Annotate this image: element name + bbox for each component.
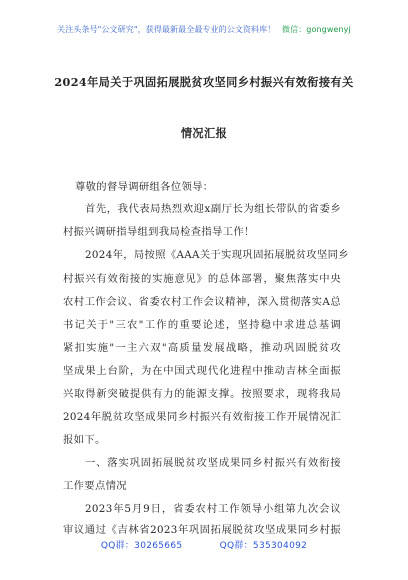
paragraph-line: 2023年5月9日，省委农村工作领导小组第九次会议	[85, 503, 341, 515]
paragraph-line: 书记关于"三农"工作的重要论述，坚持稳中求进总基调	[63, 319, 341, 331]
paragraph-line: 村振兴有效衔接的实施意见》的总体部署，聚焦落实中央	[63, 273, 341, 285]
paragraph-line: 村振兴调研指导组到我局检查指导工作！	[63, 226, 255, 238]
paragraph-line: 审议通过《吉林省2023年巩固拓展脱贫攻坚成果同乡村振	[63, 524, 341, 536]
banner-promo-text: 关注头条号"公文研究"，获得最新最全最专业的公文资料库！	[57, 25, 276, 34]
footer-contacts	[0, 538, 408, 551]
salutation: 尊敬的督导调研组各位领导：	[75, 181, 214, 193]
section-heading-line: 一、落实巩固拓展脱贫攻坚成果同乡村振兴有效衔接	[85, 457, 341, 469]
paragraph-line: 2024年，局按照《AAA关于实现巩固拓展脱贫攻坚同乡	[85, 249, 349, 261]
paragraph-line: 2024年脱贫攻坚成果同乡村振兴有效衔接工作开展情况汇	[63, 411, 341, 423]
footer-qq-group-1: QQ群：30265665	[100, 541, 183, 551]
document-title-line-1: 2024年局关于巩固拓展脱贫攻坚同乡村振兴有效衔接有关	[54, 75, 354, 89]
banner-wechat-text: 微信：gongwenyj	[282, 25, 351, 34]
paragraph-line: 首先，我代表局热烈欢迎x副厅长为组长带队的省委乡	[85, 203, 341, 215]
footer-qq-group-2: QQ群：535304092	[219, 541, 308, 551]
document-title-line-2: 情况汇报	[180, 126, 228, 140]
paragraph-line: 农村工作会议、省委农村工作会议精神，深入贯彻落实A总	[63, 296, 341, 308]
paragraph-line: 报如下。	[63, 434, 106, 446]
paragraph-line: 兴取得新突破提供有力的能源支撑。按照要求，现将我局	[63, 388, 341, 400]
paragraph-line: 坚成果上台阶，为在中国式现代化进程中推动吉林全面振	[63, 365, 341, 377]
top-banner	[0, 24, 408, 35]
section-heading-line: 工作要点情况	[63, 480, 127, 492]
paragraph-line: 紧扣实施"一主六双"高质量发展战略，推动巩固脱贫攻	[63, 342, 341, 354]
